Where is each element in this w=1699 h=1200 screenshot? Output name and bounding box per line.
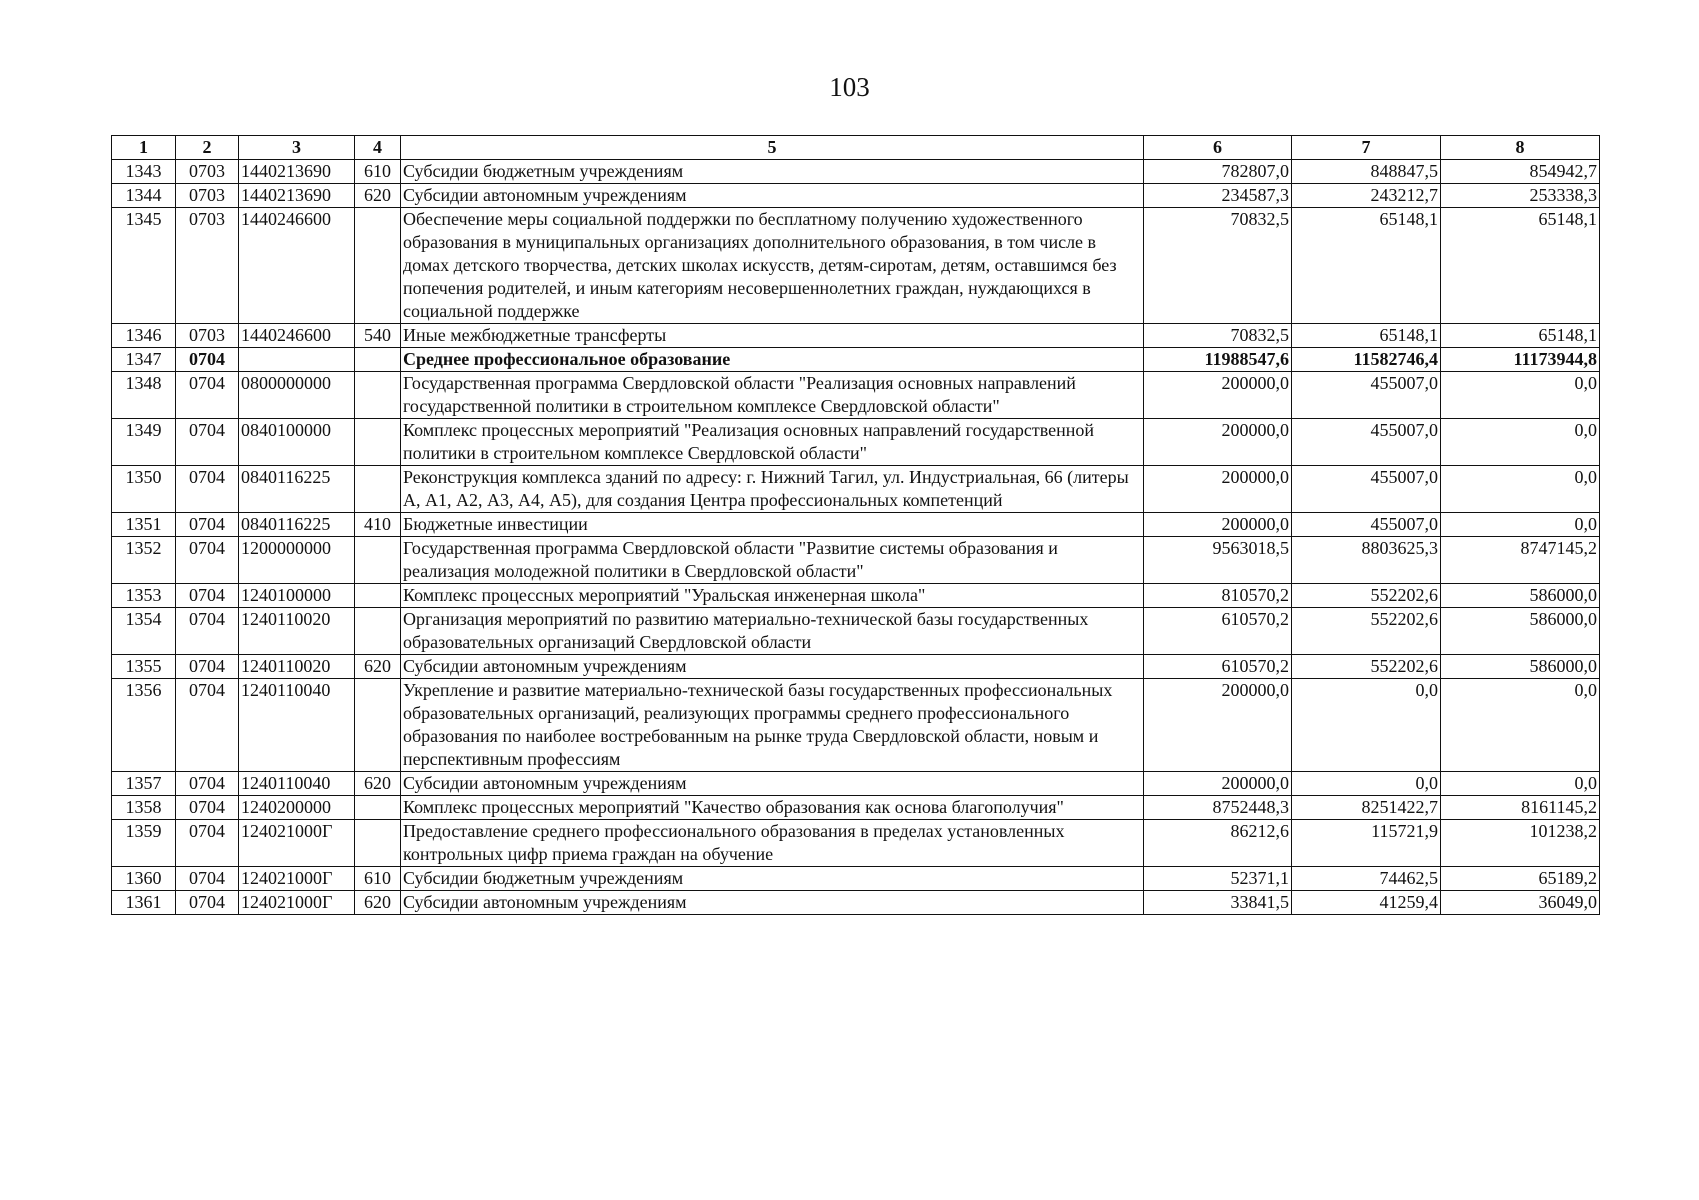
target-code-cell: 124021000Г <box>239 867 355 891</box>
section-code-cell: 0704 <box>176 513 239 537</box>
table-row <box>112 513 1600 537</box>
amount-cell-6: 200000,0 <box>1144 513 1292 537</box>
amount-cell-6: 33841,5 <box>1144 891 1292 915</box>
amount-cell-7: 8803625,3 <box>1292 537 1441 584</box>
target-code-cell: 124021000Г <box>239 891 355 915</box>
section-code-cell: 0704 <box>176 419 239 466</box>
table-row <box>112 584 1600 608</box>
amount-cell-8: 586000,0 <box>1441 655 1600 679</box>
amount-cell-6: 234587,3 <box>1144 184 1292 208</box>
amount-cell-6: 200000,0 <box>1144 419 1292 466</box>
amount-cell-7: 848847,5 <box>1292 160 1441 184</box>
expense-type-cell: 410 <box>355 513 401 537</box>
description-cell: Государственная программа Свердловской области "Развитие системы образования и реализация молодежной политики в Свердловской области" <box>401 537 1144 584</box>
amount-cell-8: 65189,2 <box>1441 867 1600 891</box>
amount-cell-7: 552202,6 <box>1292 608 1441 655</box>
expense-type-cell <box>355 537 401 584</box>
table-row <box>112 772 1600 796</box>
table-row <box>112 208 1600 324</box>
section-code-cell: 0704 <box>176 891 239 915</box>
description-cell: Реконструкция комплекса зданий по адресу: г. Нижний Тагил, ул. Индустриальная, 66 (литеры А, А1, А2, А3, А4, А5), для создания Центра профессиональных компетенций <box>401 466 1144 513</box>
row-number-cell: 1357 <box>112 772 176 796</box>
amount-cell-8: 0,0 <box>1441 679 1600 772</box>
target-code-cell: 1240100000 <box>239 584 355 608</box>
description-cell: Иные межбюджетные трансферты <box>401 324 1144 348</box>
header-cell: 6 <box>1144 136 1292 160</box>
description-cell: Субсидии автономным учреждениям <box>401 891 1144 915</box>
amount-cell-8: 0,0 <box>1441 419 1600 466</box>
amount-cell-6: 810570,2 <box>1144 584 1292 608</box>
amount-cell-6: 70832,5 <box>1144 208 1292 324</box>
description-cell: Комплекс процессных мероприятий "Качество образования как основа благополучия" <box>401 796 1144 820</box>
target-code-cell: 1440213690 <box>239 160 355 184</box>
expense-type-cell <box>355 820 401 867</box>
row-number-cell: 1359 <box>112 820 176 867</box>
table-row <box>112 796 1600 820</box>
header-cell: 2 <box>176 136 239 160</box>
section-code-cell: 0703 <box>176 184 239 208</box>
amount-cell-6: 9563018,5 <box>1144 537 1292 584</box>
table-row <box>112 537 1600 584</box>
amount-cell-7: 8251422,7 <box>1292 796 1441 820</box>
target-code-cell: 124021000Г <box>239 820 355 867</box>
section-code-cell: 0704 <box>176 584 239 608</box>
section-code-cell: 0704 <box>176 679 239 772</box>
section-code-cell: 0703 <box>176 208 239 324</box>
amount-cell-6: 86212,6 <box>1144 820 1292 867</box>
description-cell: Среднее профессиональное образование <box>401 348 1144 372</box>
amount-cell-8: 0,0 <box>1441 372 1600 419</box>
section-code-cell: 0704 <box>176 796 239 820</box>
amount-cell-6: 782807,0 <box>1144 160 1292 184</box>
amount-cell-7: 74462,5 <box>1292 867 1441 891</box>
budget-table <box>111 135 1600 915</box>
amount-cell-7: 11582746,4 <box>1292 348 1441 372</box>
row-number-cell: 1354 <box>112 608 176 655</box>
description-cell: Субсидии бюджетным учреждениям <box>401 160 1144 184</box>
amount-cell-7: 115721,9 <box>1292 820 1441 867</box>
amount-cell-7: 455007,0 <box>1292 513 1441 537</box>
description-cell: Субсидии автономным учреждениям <box>401 184 1144 208</box>
row-number-cell: 1344 <box>112 184 176 208</box>
expense-type-cell: 620 <box>355 772 401 796</box>
table-row <box>112 184 1600 208</box>
target-code-cell: 1440246600 <box>239 324 355 348</box>
header-cell: 4 <box>355 136 401 160</box>
section-code-cell: 0704 <box>176 867 239 891</box>
amount-cell-8: 65148,1 <box>1441 324 1600 348</box>
section-code-cell: 0704 <box>176 372 239 419</box>
amount-cell-8: 0,0 <box>1441 772 1600 796</box>
row-number-cell: 1351 <box>112 513 176 537</box>
row-number-cell: 1358 <box>112 796 176 820</box>
target-code-cell: 1440213690 <box>239 184 355 208</box>
table-body <box>112 160 1600 915</box>
description-cell: Субсидии автономным учреждениям <box>401 655 1144 679</box>
section-code-cell: 0704 <box>176 820 239 867</box>
table-row <box>112 679 1600 772</box>
section-code-cell: 0703 <box>176 324 239 348</box>
page-number: 103 <box>829 72 870 102</box>
expense-type-cell: 610 <box>355 867 401 891</box>
amount-cell-6: 200000,0 <box>1144 372 1292 419</box>
amount-cell-8: 8747145,2 <box>1441 537 1600 584</box>
expense-type-cell: 610 <box>355 160 401 184</box>
target-code-cell: 1240200000 <box>239 796 355 820</box>
expense-type-cell: 620 <box>355 655 401 679</box>
table-row <box>112 160 1600 184</box>
table-row <box>112 348 1600 372</box>
section-code-cell: 0704 <box>176 772 239 796</box>
expense-type-cell <box>355 208 401 324</box>
amount-cell-8: 65148,1 <box>1441 208 1600 324</box>
description-cell: Комплекс процессных мероприятий "Реализация основных направлений государственной политики в строительном комплексе Свердловской области" <box>401 419 1144 466</box>
amount-cell-8: 586000,0 <box>1441 584 1600 608</box>
amount-cell-8: 253338,3 <box>1441 184 1600 208</box>
table-row <box>112 324 1600 348</box>
amount-cell-6: 8752448,3 <box>1144 796 1292 820</box>
amount-cell-6: 200000,0 <box>1144 466 1292 513</box>
amount-cell-8: 586000,0 <box>1441 608 1600 655</box>
target-code-cell: 1240110020 <box>239 655 355 679</box>
expense-type-cell: 620 <box>355 891 401 915</box>
amount-cell-7: 0,0 <box>1292 679 1441 772</box>
amount-cell-6: 610570,2 <box>1144 655 1292 679</box>
expense-type-cell <box>355 466 401 513</box>
amount-cell-6: 11988547,6 <box>1144 348 1292 372</box>
expense-type-cell: 540 <box>355 324 401 348</box>
expense-type-cell <box>355 348 401 372</box>
table-row <box>112 891 1600 915</box>
header-cell: 1 <box>112 136 176 160</box>
expense-type-cell: 620 <box>355 184 401 208</box>
amount-cell-8: 8161145,2 <box>1441 796 1600 820</box>
section-code-cell: 0704 <box>176 655 239 679</box>
amount-cell-6: 200000,0 <box>1144 679 1292 772</box>
table-header-row <box>112 136 1600 160</box>
row-number-cell: 1348 <box>112 372 176 419</box>
header-cell: 5 <box>401 136 1144 160</box>
amount-cell-7: 243212,7 <box>1292 184 1441 208</box>
expense-type-cell <box>355 584 401 608</box>
amount-cell-8: 0,0 <box>1441 466 1600 513</box>
row-number-cell: 1353 <box>112 584 176 608</box>
row-number-cell: 1355 <box>112 655 176 679</box>
expense-type-cell <box>355 372 401 419</box>
target-code-cell: 1440246600 <box>239 208 355 324</box>
row-number-cell: 1360 <box>112 867 176 891</box>
table-row <box>112 372 1600 419</box>
expense-type-cell <box>355 796 401 820</box>
row-number-cell: 1356 <box>112 679 176 772</box>
amount-cell-7: 552202,6 <box>1292 655 1441 679</box>
target-code-cell: 0800000000 <box>239 372 355 419</box>
section-code-cell: 0704 <box>176 466 239 513</box>
row-number-cell: 1361 <box>112 891 176 915</box>
header-cell: 8 <box>1441 136 1600 160</box>
description-cell: Предоставление среднего профессионального образования в пределах установленных контрольных цифр приема граждан на обучение <box>401 820 1144 867</box>
expense-type-cell <box>355 419 401 466</box>
target-code-cell: 1240110040 <box>239 772 355 796</box>
section-code-cell: 0704 <box>176 537 239 584</box>
table-row <box>112 867 1600 891</box>
target-code-cell: 0840116225 <box>239 466 355 513</box>
section-code-cell: 0703 <box>176 160 239 184</box>
amount-cell-6: 610570,2 <box>1144 608 1292 655</box>
row-number-cell: 1352 <box>112 537 176 584</box>
amount-cell-7: 65148,1 <box>1292 324 1441 348</box>
row-number-cell: 1346 <box>112 324 176 348</box>
row-number-cell: 1345 <box>112 208 176 324</box>
target-code-cell: 1200000000 <box>239 537 355 584</box>
amount-cell-8: 36049,0 <box>1441 891 1600 915</box>
expense-type-cell <box>355 608 401 655</box>
description-cell: Укрепление и развитие материально-технической базы государственных профессиональных образовательных организаций, реализующих программы среднего профессионального образования по наиболее востребованным на рынке труда Свердловской области, новым и перспективным профессиям <box>401 679 1144 772</box>
description-cell: Субсидии бюджетным учреждениям <box>401 867 1144 891</box>
expense-type-cell <box>355 679 401 772</box>
section-code-cell: 0704 <box>176 608 239 655</box>
header-cell: 3 <box>239 136 355 160</box>
amount-cell-6: 52371,1 <box>1144 867 1292 891</box>
amount-cell-8: 0,0 <box>1441 513 1600 537</box>
amount-cell-8: 854942,7 <box>1441 160 1600 184</box>
table-row <box>112 466 1600 513</box>
row-number-cell: 1350 <box>112 466 176 513</box>
description-cell: Комплекс процессных мероприятий "Уральская инженерная школа" <box>401 584 1144 608</box>
amount-cell-7: 65148,1 <box>1292 208 1441 324</box>
target-code-cell: 0840116225 <box>239 513 355 537</box>
amount-cell-7: 455007,0 <box>1292 419 1441 466</box>
description-cell: Обеспечение меры социальной поддержки по бесплатному получению художественного образования в муниципальных организациях дополнительного образования, в том числе в домах детского творчества, детских школах искусств, детям-сиротам, детям, оставшимся без попечения родителей, и иным категориям несовершеннолетних граждан, нуждающихся в социальной поддержке <box>401 208 1144 324</box>
amount-cell-8: 101238,2 <box>1441 820 1600 867</box>
description-cell: Государственная программа Свердловской области "Реализация основных направлений государственной политики в строительном комплексе Свердловской области" <box>401 372 1144 419</box>
amount-cell-6: 200000,0 <box>1144 772 1292 796</box>
section-code-cell: 0704 <box>176 348 239 372</box>
amount-cell-8: 11173944,8 <box>1441 348 1600 372</box>
target-code-cell: 1240110040 <box>239 679 355 772</box>
table-row <box>112 608 1600 655</box>
table-row <box>112 655 1600 679</box>
row-number-cell: 1343 <box>112 160 176 184</box>
amount-cell-7: 552202,6 <box>1292 584 1441 608</box>
amount-cell-7: 455007,0 <box>1292 372 1441 419</box>
description-cell: Бюджетные инвестиции <box>401 513 1144 537</box>
target-code-cell <box>239 348 355 372</box>
amount-cell-7: 455007,0 <box>1292 466 1441 513</box>
amount-cell-7: 41259,4 <box>1292 891 1441 915</box>
amount-cell-6: 70832,5 <box>1144 324 1292 348</box>
description-cell: Организация мероприятий по развитию материально-технической базы государственных образовательных организаций Свердловской области <box>401 608 1144 655</box>
table-row <box>112 820 1600 867</box>
amount-cell-7: 0,0 <box>1292 772 1441 796</box>
target-code-cell: 1240110020 <box>239 608 355 655</box>
row-number-cell: 1347 <box>112 348 176 372</box>
header-cell: 7 <box>1292 136 1441 160</box>
description-cell: Субсидии автономным учреждениям <box>401 772 1144 796</box>
row-number-cell: 1349 <box>112 419 176 466</box>
target-code-cell: 0840100000 <box>239 419 355 466</box>
table-row <box>112 419 1600 466</box>
